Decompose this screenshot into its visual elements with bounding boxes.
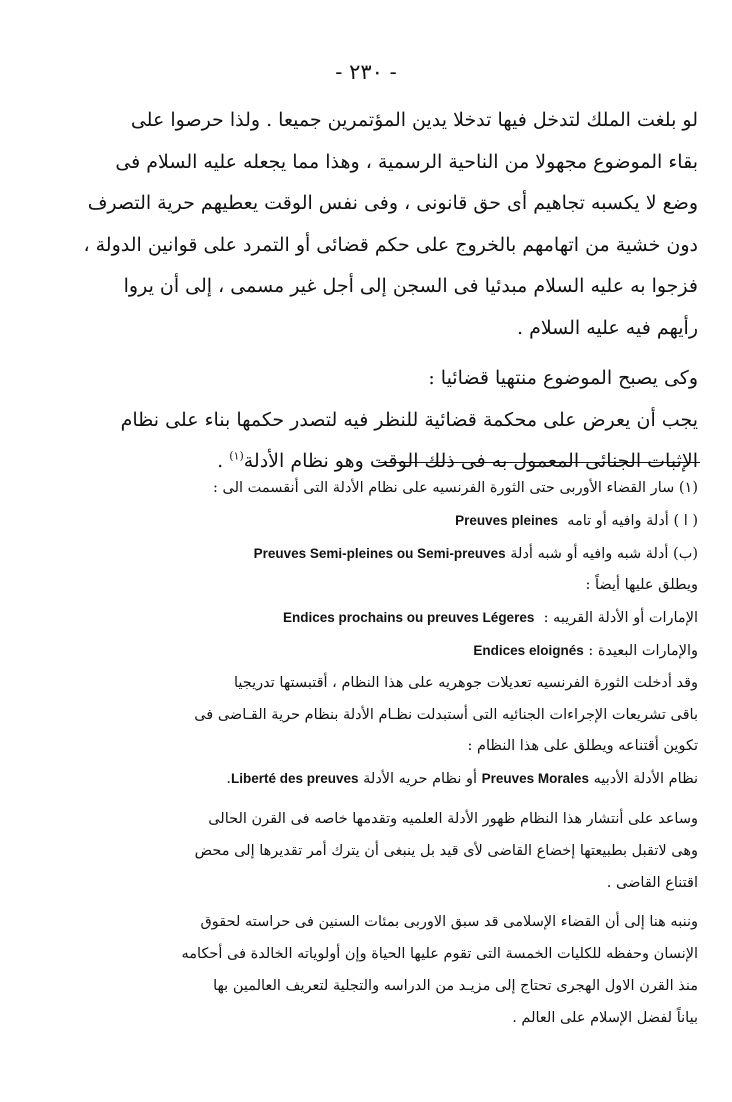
- main-text: [30, 100, 698, 483]
- footnote-line: وساعد على أنتشار هذا النظام ظهور الأدلة العلميه وتقدمها خاصه فى القرن الحالى: [208, 810, 698, 827]
- arabic-term: ( ا ) أدلة وافيه أو تامه: [567, 512, 698, 529]
- section-heading: وكى يصبح الموضوع منتهيا قضائيا :: [428, 367, 698, 389]
- footnote-line: [30, 602, 698, 635]
- french-term: Preuves Morales: [481, 771, 589, 787]
- text-line: لو بلغت الملك لتدخل فيها تدخلا يدين المؤتمرين جميعا . ولذا حرصوا على: [130, 109, 698, 131]
- french-term: Endices eloignés: [473, 642, 584, 658]
- arabic-term: الإمارات أو الأدلة القريبه :: [543, 610, 698, 627]
- footnote-reference[interactable]: (١): [229, 449, 244, 463]
- arabic-term: والإمارات البعيدة :: [588, 642, 698, 659]
- french-term: Liberté des preuves: [230, 771, 359, 787]
- footnote-line: اقتناع القاضى .: [606, 874, 698, 891]
- text-span: .: [226, 771, 231, 788]
- text-line: دون خشية من اتهامهم بالخروج على حكم قضائى أو التمرد على قوانين الدولة ،: [83, 233, 698, 256]
- page-number: - ٢٣٠ -: [335, 60, 397, 84]
- text-line: فزجوا به عليه السلام مبدئيا فى السجن إلى أجل غير مسمى ، إلى أن يروا: [123, 275, 698, 297]
- text-span: الإثبات الجنائى المعمول به فى ذلك الوقت وهو نظام الأدلة: [243, 450, 698, 472]
- footnote-line: تكوين أقتناعه ويطلق على هذا النظام :: [467, 738, 698, 755]
- footnote-line: ويطلق عليها أيضاً :: [585, 577, 698, 594]
- footnote-line: منذ القرن الاول الهجرى تحتاج إلى مزيـد من الدراسه والتجلية لتعريف العالمين بها: [213, 977, 698, 994]
- text-line: رأيهم فيه عليه السلام .: [516, 316, 698, 339]
- arabic-term: نظام الأدلة الأدبيه: [593, 771, 698, 788]
- text-line: يجب أن يعرض على محكمة قضائية للنظر فيه لتصدر حكمها بناء على نظام: [120, 408, 698, 431]
- french-term: Endices prochains ou preuves Légeres: [283, 610, 535, 626]
- text-line: بقاء الموضوع مجهولا من الناحية الرسمية ، وهذا مما يجعله عليه السلام فى: [115, 150, 698, 173]
- text-line: وضع لا يكسبه تجاهيم أى حق قانونى ، وفى نفس الوقت يعطيهم حرية التصرف: [87, 192, 698, 214]
- french-term: Preuves pleines: [455, 512, 558, 528]
- footnote-line: [30, 505, 698, 538]
- french-term: Preuves Semi-pleines ou Semi-preuves: [253, 545, 506, 561]
- footnote-line: [30, 635, 698, 668]
- arabic-term: أو نظام حريه الأدلة: [363, 771, 478, 788]
- footnote-line: الإنسان وحفظه للكليات الخمسة التى تقوم عليها الحياة وإن أولوياته الخالدة فى أحكامه: [181, 946, 698, 963]
- arabic-term: (ب) أدلة شبه وافيه أو شبه أدلة: [510, 545, 698, 562]
- footnote-line: [30, 538, 698, 571]
- footnote-line: باقى تشريعات الإجراءات الجنائيه التى أستبدلت نظـام الأدلة بنظام حرية القـاضى فى: [194, 706, 698, 723]
- footnote-line: وننبه هنا إلى أن القضاء الإسلامى قد سبق الاوربى بمئات السنين فى حراسته لحقوق: [200, 914, 698, 931]
- footnote-line: (١) سار القضاء الأوربى حتى الثورة الفرنسيه على نظام الأدلة التى أنقسمت الى :: [213, 480, 698, 496]
- footnotes: [30, 473, 698, 1035]
- footnote-line: [30, 763, 698, 796]
- text-span: .: [217, 450, 230, 472]
- footnote-line: وقد أدخلت الثورة الفرنسيه تعديلات جوهريه على هذا النظام ، أقتبستها تدريجيا: [233, 674, 698, 691]
- footnote-line: وهى لاتقبل بطبيعتها إخضاع القاضى لأى قيد بل ينبغى أن يترك أمر تقديرها إلى محض: [194, 842, 698, 859]
- footnote-divider: [378, 462, 700, 463]
- footnote-line: بياناً لفضل الإسلام على العالم .: [512, 1009, 698, 1026]
